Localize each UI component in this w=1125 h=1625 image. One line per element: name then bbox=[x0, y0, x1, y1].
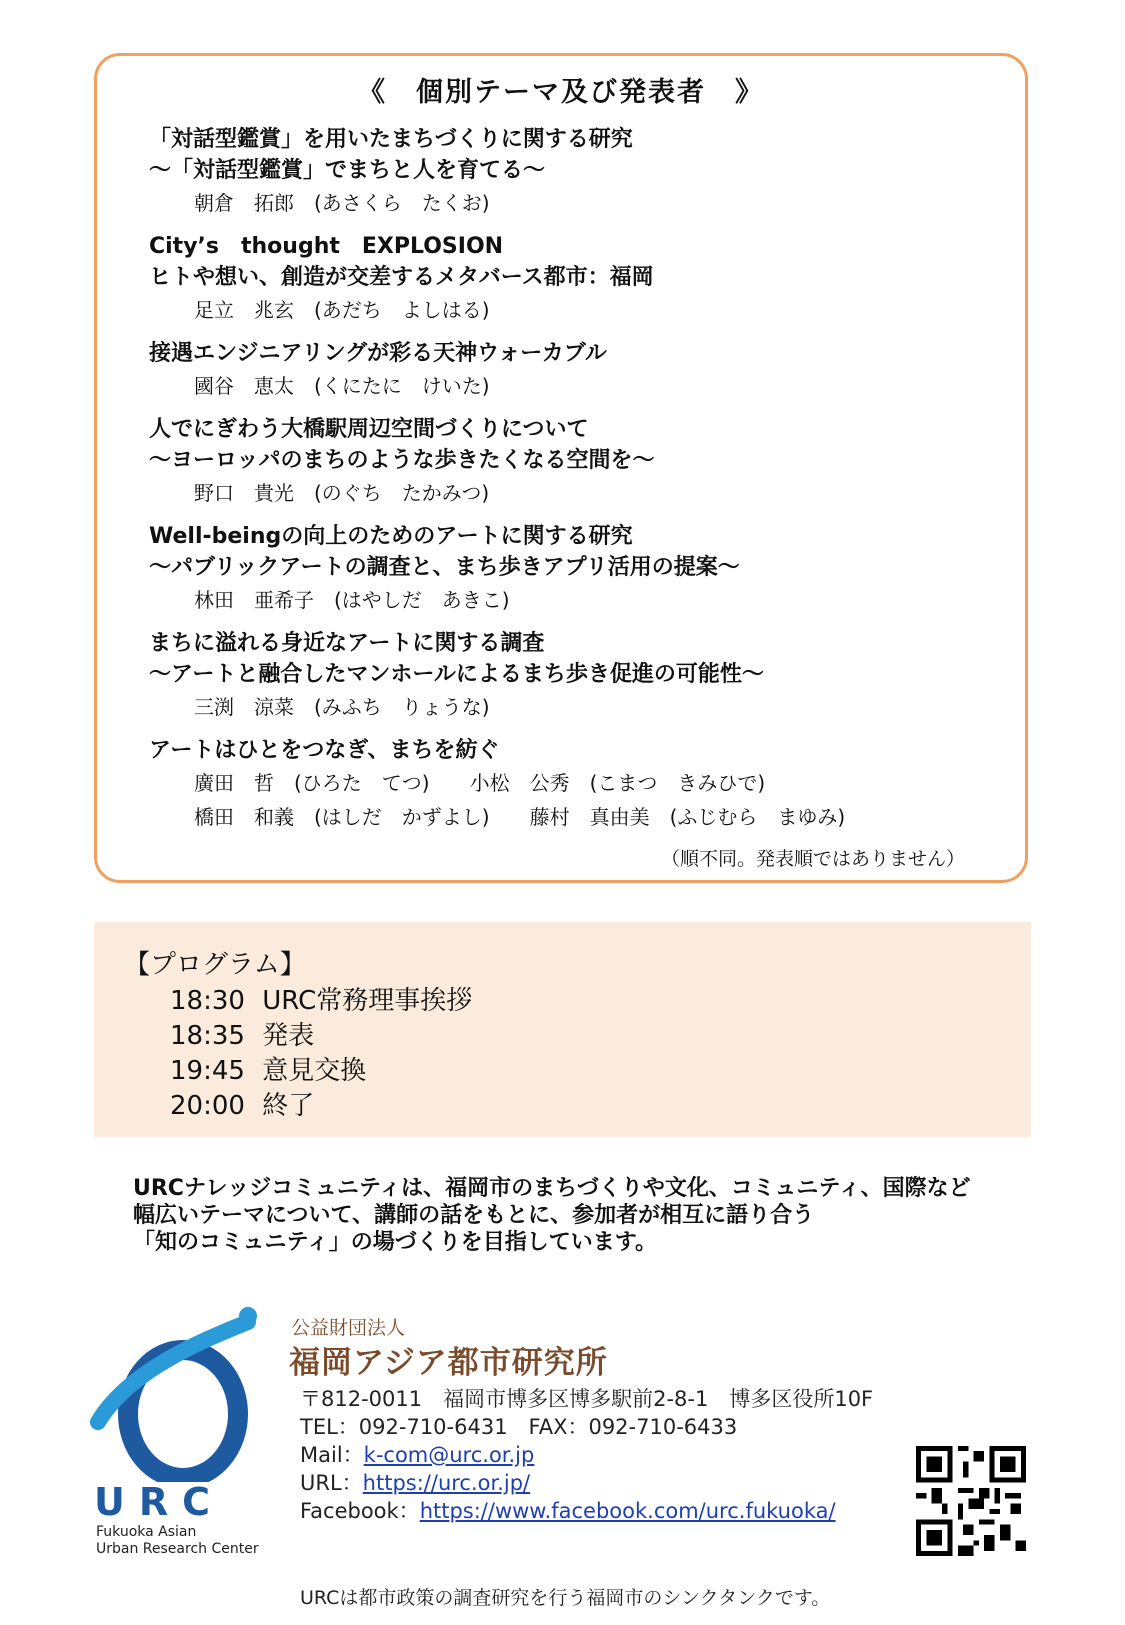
topic-7 bbox=[149, 735, 995, 834]
theme-box bbox=[94, 53, 1028, 883]
program-item: 意見交換 bbox=[262, 1056, 367, 1086]
program-row bbox=[170, 1089, 472, 1124]
description-line: URCナレッジコミュニティは、福岡市のまちづくりや文化、コミュニティ、国際など bbox=[133, 1176, 971, 1201]
program-row bbox=[170, 1054, 472, 1089]
topic-4 bbox=[149, 414, 995, 510]
url-label: URL： bbox=[300, 1471, 363, 1495]
theme-heading: 《 個別テーマ及び発表者 》 bbox=[358, 77, 764, 108]
address: 〒812-0011 福岡市博多区博多駅前2-8-1 博多区役所10F bbox=[300, 1387, 874, 1411]
logo-wordmark: URC bbox=[94, 1480, 225, 1524]
program-time: 18:35 bbox=[170, 1021, 245, 1051]
topic-5 bbox=[149, 521, 995, 617]
tel-fax: TEL：092-710-6431 FAX：092-710-6433 bbox=[300, 1415, 738, 1439]
url-row bbox=[300, 1469, 873, 1497]
mail-label: Mail： bbox=[300, 1443, 364, 1467]
community-description bbox=[133, 1175, 971, 1256]
topic-subtitle: ヒトや想い、創造が交差するメタバース都市：福岡 bbox=[149, 265, 654, 290]
program-box bbox=[94, 922, 1031, 1137]
program-row bbox=[170, 1019, 472, 1054]
topic-title: まちに溢れる身近なアートに関する調査 bbox=[149, 631, 545, 656]
program-item: URC常務理事挨拶 bbox=[262, 986, 473, 1016]
presenter: 橋田 和義 (はしだ かずよし) 藤村 真由美 (ふじむら まゆみ) bbox=[194, 805, 846, 829]
topic-subtitle: ～ヨーロッパのまちのような歩きたくなる空間を～ bbox=[149, 448, 655, 473]
topic-title: 「対話型鑑賞」を用いたまちづくりに関する研究 bbox=[149, 127, 633, 152]
topic-list bbox=[149, 124, 995, 845]
logo-subtitle-line: Urban Research Center bbox=[96, 1541, 259, 1557]
program-item: 発表 bbox=[262, 1021, 315, 1051]
program-title: 【プログラム】 bbox=[124, 950, 306, 980]
topic-2 bbox=[149, 231, 995, 327]
program-list bbox=[170, 984, 472, 1124]
topic-title: Well-beingの向上のためのアートに関する研究 bbox=[149, 524, 633, 549]
topic-title: 接遇エンジニアリングが彩る天神ウォーカブル bbox=[149, 341, 607, 366]
program-time: 19:45 bbox=[170, 1056, 245, 1086]
program-item: 終了 bbox=[262, 1091, 315, 1121]
topic-title: City’s thought EXPLOSION bbox=[149, 234, 504, 259]
presenter: 野口 貴光 (のぐち たかみつ) bbox=[194, 481, 490, 505]
presenter: 林田 亜希子 (はやしだ あきこ) bbox=[194, 588, 510, 612]
logo-subtitle bbox=[96, 1524, 259, 1558]
footer-tagline: URCは都市政策の調査研究を行う福岡市のシンクタンクです。 bbox=[300, 1587, 831, 1609]
topic-subtitle: ～パブリックアートの調査と、まち歩きアプリ活用の提案～ bbox=[149, 555, 740, 580]
program-time: 18:30 bbox=[170, 986, 245, 1016]
presenter: 三渕 涼菜 (みふち りょうな) bbox=[194, 695, 490, 719]
presenter: 國谷 恵太 (くにたに けいた) bbox=[194, 374, 490, 398]
program-row bbox=[170, 984, 472, 1019]
topic-subtitle: ～「対話型鑑賞」でまちと人を育てる～ bbox=[149, 158, 546, 183]
qr-code-icon[interactable] bbox=[916, 1446, 1026, 1556]
topic-subtitle: ～アートと融合したマンホールによるまち歩き促進の可能性～ bbox=[149, 662, 764, 687]
logo-subtitle-line: Fukuoka Asian bbox=[96, 1524, 197, 1540]
presenter: 朝倉 拓郎 (あさくら たくお) bbox=[194, 191, 490, 215]
url-link[interactable]: https://urc.or.jp/ bbox=[362, 1471, 531, 1495]
org-name: 福岡アジア都市研究所 bbox=[289, 1345, 608, 1381]
urc-logo bbox=[88, 1302, 278, 1557]
topic-6 bbox=[149, 628, 995, 724]
org-type: 公益財団法人 bbox=[291, 1317, 406, 1339]
topic-title: アートはひとをつなぎ、まちを紡ぐ bbox=[149, 738, 500, 763]
program-time: 20:00 bbox=[170, 1091, 245, 1121]
presenter: 足立 兆玄 (あだち よしはる) bbox=[194, 298, 490, 322]
topic-title: 人でにぎわう大橋駅周辺空間づくりについて bbox=[149, 417, 589, 442]
facebook-row bbox=[300, 1497, 873, 1525]
order-note: （順不同。発表順ではありません） bbox=[660, 848, 965, 870]
topic-3 bbox=[149, 338, 995, 403]
facebook-link[interactable]: https://www.facebook.com/urc.fukuoka/ bbox=[419, 1499, 836, 1523]
description-line: 「知のコミュニティ」の場づくりを目指しています。 bbox=[133, 1230, 658, 1255]
facebook-label: Facebook： bbox=[300, 1499, 420, 1523]
contact-info bbox=[300, 1385, 873, 1525]
description-line: 幅広いテーマについて、講師の話をもとに、参加者が相互に語り合う bbox=[133, 1203, 815, 1228]
mail-row bbox=[300, 1441, 873, 1469]
urc-logo-mark-icon bbox=[88, 1302, 278, 1482]
presenter: 廣田 哲 (ひろた てつ) 小松 公秀 (こまつ きみひで) bbox=[194, 771, 766, 795]
mail-link[interactable]: k-com@urc.or.jp bbox=[363, 1443, 535, 1467]
topic-1 bbox=[149, 124, 995, 220]
